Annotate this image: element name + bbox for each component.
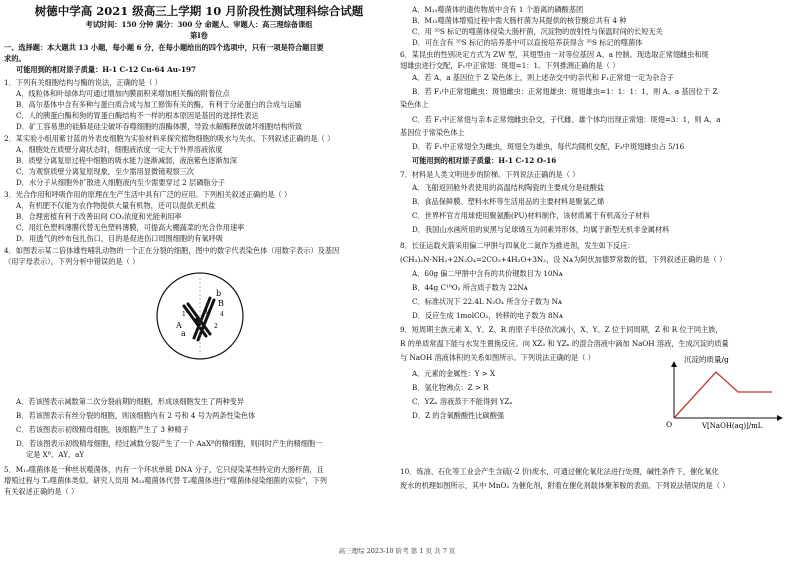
section-instruction: 一、选择题：本大题共 13 小题，每小题 6 分，在每小题给出的四个选项中，只有一项是符合题目要 (4, 43, 324, 52)
chromosome-number-4: 4 (220, 311, 224, 318)
q7-option-b: B．食品保鲜膜、塑料水杯等生活用品的主要材料是聚氯乙烯 (412, 197, 605, 206)
q9-option-d: D．Z 的含氧酸酸性比碳酸强 (412, 411, 505, 420)
question-1: 1．下列有关细胞结构与酶的说法，正确的是（ ） (4, 78, 162, 87)
q1-option-d: D．矿工容易患的硅肺是硅尘破坏吞噬细胞的溶酶体膜，导致水解酶释放破坏细胞结构所致 (16, 122, 303, 131)
precipitate-curve (674, 372, 772, 418)
gene-label-b-lower: b (216, 289, 222, 298)
q2-option-d: D．水分子从细胞外扩散进入细胞液内至少需要穿过 2 层磷脂分子 (16, 178, 225, 187)
graph-origin: O (666, 420, 673, 429)
question-7: 7．材料是人类文明进步的阶梯。下列说法正确的是（ ） (400, 170, 580, 179)
left-column (4, 0, 394, 548)
right-column (400, 0, 790, 548)
gene-label-a-lower: a (181, 329, 186, 338)
q5-option-a: A．M₁₃噬菌体的遗传物质中含有 1 个游离的磷酸基团 (412, 5, 584, 14)
q6-option-c: C．若 F₁中正常翅与亲本正常翅雌虫杂交，子代雌、雄个体均出现正常翅：斑翅=3：1，则 A、a (412, 115, 721, 124)
question-9: 9．短周期主族元素 X、Y、Z、R 的原子半径依次减小，X、Y、Z 位于同周期，Z 和 R 位于同主族， (400, 325, 723, 334)
question-9-cont-2: 与 NaOH 溶液体积的关系如图所示。下列说法正确的是（ ） (400, 353, 595, 362)
atomic-masses: 可能用到的相对原子质量：H-1 C-12 Cu-64 Au-197 (16, 65, 196, 74)
chromosome-number-2: 2 (214, 323, 218, 330)
chromosome-number-1: 1 (182, 311, 186, 318)
question-5-cont-2: 有关叙述正确的是（ ） (4, 487, 79, 496)
q6-option-d: D．若 F₁中正常翅全为雌虫，斑翅全为雄虫，每代均随机交配，F₃中斑翅雌虫占 5/16 (412, 142, 685, 151)
question-8: 8．长征运载火箭采用偏二甲肼与四氧化二氮作为推进剂，发生如下反应： (400, 241, 635, 250)
exam-title: 树德中学高 2021 级高三上学期 10 月阶段性测试理科综合试题 (34, 4, 364, 18)
question-9-cont: R 的单质常温下能与水发生置换反应。向 XZ₃ 和 YZₙ 的混合溶液中滴加 NaOH 溶液，生成沉淀的质量 (400, 339, 729, 348)
question-10: 10．炼油、石化等工业会产生含硫(-2 价)废水，可通过催化氧化法进行处理，碱性条件下，催化氧化 (400, 467, 719, 476)
q1-option-c: C．人的胰蛋白酶和狗的胃蛋白酶结构不一样的根本原因是基因的选择性表达 (16, 111, 259, 120)
exam-info: 考试时间：150 分钟 满分：300 分 命题人、审题人：高三理综备课组 (85, 20, 313, 29)
q6-option-b: B．若 F₁中正常翅雌虫：斑翅雌虫：正常翅雄虫：斑翅雄虫=1：1：1：1，则 A、a 基因位于 Z (412, 87, 718, 96)
q1-option-a: A．线粒体和叶绿体均可通过增加内膜面积来增加相关酶的附着位点 (16, 89, 230, 98)
question-4-cont: （用字母表示），下列分析中错误的是（ ） (4, 257, 140, 266)
question-4: 4．如图表示某二倍体雄性哺乳动物的一个正在分裂的细胞，图中的数字代表染色体（用数字表示）及基因 (4, 246, 340, 255)
q7-option-a: A．飞船返回舱外表使用的高温结构陶瓷的主要成分是硅酸盐 (412, 183, 605, 192)
q9-option-b: B．氢化物沸点：Z > R (412, 383, 489, 392)
q9-option-c: C．YZₙ 溶液蒸干不能得到 YZₙ (412, 397, 513, 406)
cell-division-figure (154, 270, 246, 362)
q5-option-d: D．可在含有 ³⁵S 标记的培养基中可以直接培养获得含 ³⁵S 标记的噬菌体 (412, 38, 643, 47)
question-6-cont: 翅雄虫进行交配，F₁中正常翅：斑翅=1：1。下列推测正确的是（ ） (400, 61, 620, 70)
question-5-cont: 增殖过程与 T₂噬菌体类似。研究人员用 M₁₃噬菌体代替 T₂噬菌体进行“噬菌体侵染细菌的实验”，下列 (4, 476, 327, 485)
chem-atomic-masses: 可能用到的相对原子质量：H-1 C-12 O-16 (412, 156, 557, 165)
graph-x-label: V[NaOH(aq)]/mL (702, 422, 763, 430)
question-5: 5．M₁₃噬菌体是一种丝状噬菌体，内有一个环状单链 DNA 分子，它只侵染某些特定的大肠杆菌，且 (4, 465, 324, 474)
q9-option-a: A．元素的金属性：Y > X (412, 369, 496, 378)
chromosome-number-3: 3 (204, 309, 208, 316)
q6-option-c-cont: 基因位于常染色体上 (400, 128, 465, 137)
gene-label-b-upper: B (218, 299, 224, 308)
q8-option-d: D．反应生成 1molCO₂，转移的电子数为 8Nᴀ (412, 311, 563, 320)
question-6: 6．某昆虫的性别决定方式为 ZW 型，其翅型由一对等位基因 A、a 控制。现选取正常翅雌虫和斑 (400, 50, 709, 59)
q4-option-c: C．若该图表示初级精母细胞，该细胞产生了 3 种精子 (16, 425, 189, 434)
precipitate-graph (662, 352, 786, 430)
question-3: 3．光合作用和呼吸作用的原理在生产生活中具有广泛的应用。下列相关叙述正确的是（ ） (4, 190, 292, 199)
q6-option-b-cont: 染色体上 (400, 100, 429, 109)
q2-option-b: B．质壁分离复原过程中细胞的吸水能力逐渐减弱，液泡紫色逐渐加深 (16, 156, 237, 165)
question-2: 2．某实验小组用紫甘蓝的外表皮细胞为实验材料来探究植物细胞的吸水与失水，下列叙述正确的是（ ） (4, 134, 335, 143)
q3-option-a: A．有机肥不仅能为农作物提供大量有机物，还可以提供无机盐 (16, 201, 216, 210)
q1-option-b: B．高尔基体中含有多种与蛋白质合成与加工修饰有关的酶，有利于分泌蛋白的合成与运输 (16, 100, 302, 109)
q4-option-d-cont: 定是 Xᴮ、AY、aY (26, 450, 85, 459)
q3-option-b: B．合理密植有利于改善田间 CO₂浓度和光能利用率 (16, 212, 182, 221)
q7-option-c: C．世界杯官方用球使用聚氨酯(PU)材料制作，该材质属于有机高分子材料 (412, 211, 650, 220)
gene-label-a-upper: A (176, 321, 182, 330)
q2-option-c: C．为观察质壁分离复原现象，至少需用显微镜观察三次 (16, 167, 195, 176)
q3-option-d: D．用透气的纱布包扎伤口，目的是促进伤口周围细胞的有氧呼吸 (16, 234, 224, 243)
q7-option-d: D．我国山水画所用的炭黑与足球烯互为同素异形体，均属于新型无机非金属材料 (412, 225, 670, 234)
q8-option-b: B．44g C¹⁸O₂ 所含质子数为 22Nᴀ (412, 283, 528, 292)
q8-option-c: C．标准状况下 22.4L N₂O₄ 所含分子数为 Nᴀ (412, 297, 562, 306)
section-instruction-cont: 求的。 (4, 54, 26, 63)
graph-y-label: 沉淀的质量/g (684, 355, 729, 364)
q5-option-b: B．M₁₃噬菌体增殖过程中需大肠杆菌为其提供的核苷酸总共有 4 种 (412, 16, 627, 25)
q4-option-d: D．若该图表示初级精母细胞，经过减数分裂产生了一个 AaXᴮ的精细胞，则同时产生的精细胞一 (16, 439, 323, 448)
q2-option-a: A．细胞处在质壁分离状态时，细胞液浓度一定大于外界溶液浓度 (16, 145, 223, 154)
volume-label: 第Ⅰ卷 (190, 31, 208, 40)
question-8-equation: (CH₃)₂N-NH₂+2N₂O₄=2CO₂+4H₂O+3N₂，设 Nᴀ为阿伏加德罗常数的值，下列叙述正确的是（ ） (400, 255, 727, 264)
q5-option-c: C．用 ³⁵S 标记的噬菌体侵染大肠杆菌，沉淀物的放射性与保温时间的长短无关 (412, 27, 663, 36)
q4-option-b: B．若该图表示有丝分裂的细胞，则该细胞内有 2 号和 4 号为两条性染色体 (16, 411, 256, 420)
q4-option-a: A．若该图表示减数第二次分裂前期的细胞，形成该细胞发生了两种变异 (16, 397, 245, 406)
q3-option-c: C．用红色塑料薄膜代替无色塑料薄膜，可提高大棚蔬菜的光合作用速率 (16, 223, 245, 232)
q6-option-a: A．若 A、a 基因位于 Z 染色体上，则上述杂交中的亲代和 F₁正常翅一定为杂合子 (412, 73, 674, 82)
page-footer: 高三理综 2023-10 阶考 第 1 页 共 7 页 (338, 547, 456, 555)
question-10-cont: 废水的机理如图所示，其中 MnO₂ 为催化剂，附着在催化剂载体聚苯胺的表面。下列说法错误的是（ ） (400, 481, 730, 490)
q8-option-a: A．60g 偏二甲肼中含有的共价键数目为 10Nᴀ (412, 269, 563, 278)
